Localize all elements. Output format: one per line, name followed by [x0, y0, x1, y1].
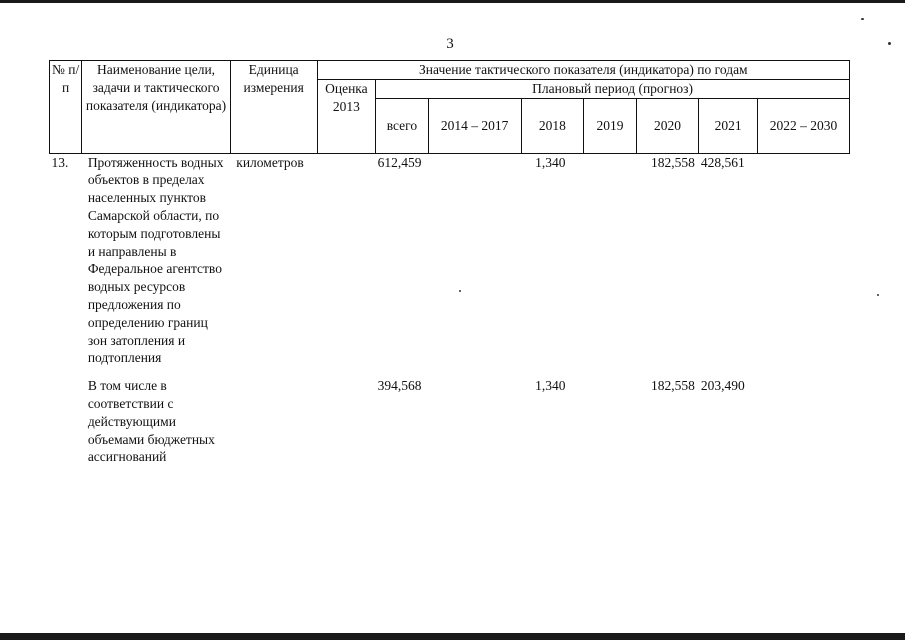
estimate-2013-cell: [317, 377, 376, 466]
estimate-2013-cell: [317, 153, 376, 367]
scan-top-edge: [0, 0, 905, 3]
value-2020-cell: 182,558: [650, 378, 695, 394]
value-2018-cell: 1,340: [535, 154, 566, 170]
header-2018: 2018: [521, 98, 584, 153]
header-2021: 2021: [699, 98, 758, 153]
value-2014-2017-cell: [428, 153, 521, 367]
header-total: всего: [376, 98, 429, 153]
header-no: № п/п: [50, 61, 82, 154]
header-2022-2030: 2022 – 2030: [757, 98, 849, 153]
header-2019: 2019: [584, 98, 637, 153]
row-number: 13.: [51, 154, 69, 170]
indicator-name: В том числе в соответствии с действующими объемами бюджетных ассигнований: [87, 378, 215, 465]
value-2018-cell: 1,340: [535, 378, 566, 394]
value-2022-2030-cell: [757, 153, 849, 367]
scan-bottom-edge: [0, 633, 905, 640]
header-values-group: Значение тактического показателя (индикатора) по годам: [317, 61, 849, 80]
row-number: [50, 377, 82, 466]
header-2014-2017: 2014 – 2017: [428, 98, 521, 153]
value-2019-cell: [584, 377, 637, 466]
row-spacer: [50, 367, 850, 377]
value-2022-2030-cell: [757, 377, 849, 466]
indicator-name: Протяженность водных объектов в пределах населенных пунктов Самарской области, по которым подготовлены и направлены в Федеральное агентство водных ресурсов предложения по определению границ зон затопления и подтопления: [87, 154, 224, 366]
total-cell: 394,568: [377, 378, 422, 394]
header-2020: 2020: [636, 98, 699, 153]
scan-speck: [861, 18, 864, 20]
unit-cell: [230, 377, 317, 466]
header-name: Наименование цели, задачи и тактического показателя (индикатора): [82, 61, 230, 154]
page-number: 3: [446, 36, 454, 52]
indicator-table: [49, 60, 850, 466]
scan-speck: [877, 294, 879, 296]
value-2019-cell: [584, 153, 637, 367]
value-2021-cell: 428,561: [700, 154, 745, 170]
table-row: [50, 153, 850, 367]
scan-speck: [888, 42, 891, 45]
unit-cell: километров: [236, 154, 304, 170]
total-cell: 612,459: [377, 154, 422, 170]
header-estimate-2013: Оценка 2013: [317, 79, 376, 153]
header-unit: Единица измерения: [230, 61, 317, 154]
table-body: [50, 153, 850, 466]
table-header: [50, 61, 850, 154]
value-2021-cell: 203,490: [700, 378, 745, 394]
value-2014-2017-cell: [428, 377, 521, 466]
table-row: [50, 377, 850, 466]
header-planned-period: Плановый период (прогноз): [376, 79, 850, 98]
value-2020-cell: 182,558: [650, 154, 695, 170]
